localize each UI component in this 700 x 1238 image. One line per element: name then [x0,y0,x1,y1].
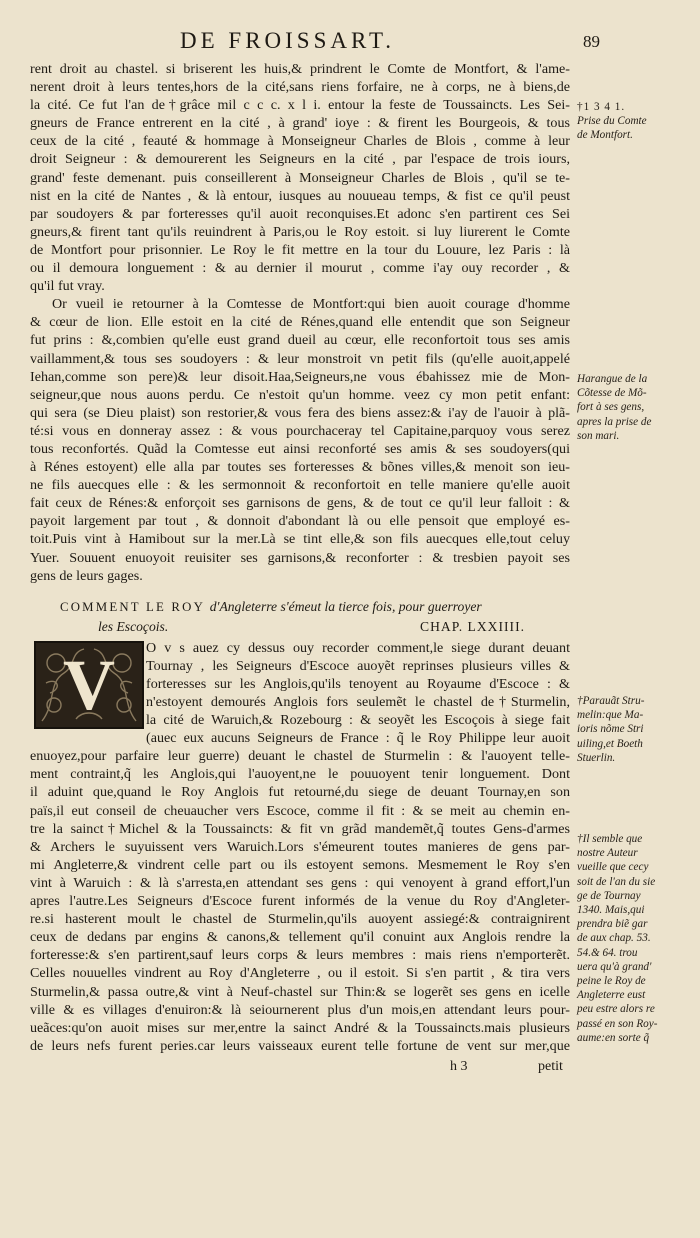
text-line: payoit largement par tout , & donnoit d'abondant là ou elle pensoit que employé es- [30,513,570,530]
text-line: fut prins : &,combien qu'elle eust grand dueil au cœur, elle reconfortoit tous ses amis [30,332,570,349]
text-line: (auec eux aucuns Seigneurs de France : q̃ le Roy Philippe leur auoit [146,730,570,747]
drop-cap-letter: V [63,644,115,725]
text-line: par soudoyers & par forteresses qu'il auoit reconquises.Et adonc s'en partirent ces Sei [30,205,570,222]
text-line: droit Seigneur : & demourerent les Seigneurs en la cité , par l'espace de trois iours, [30,151,570,168]
text-line: gneurs,& firent tant qu'ils reuindrent à Paris,ou le Roy estoit. si luy liurerent le Comte [30,223,570,240]
text-line: ueãces:qu'on auoit mises sur mer,entre la sainct André & la Toussaincts.mais plusieurs [30,1019,570,1036]
text-line: la cité. Ce fut l'an de†grâce mil c c c. x l i. entour la feste de Toussaincts. Les Sei- [30,97,570,114]
ornamental-drop-cap [34,641,144,729]
text-line: seigneur,que nous auons perdu. Ce n'estoit qu'un homme. veez cy mon petit enfant: [30,386,570,403]
chapter-number: CHAP. LXXIIII. [420,618,525,634]
text-line: & Archers le suyuissent vers Waruich.Lors s'émeurent toutes manieres de gens par- [30,838,570,855]
text-line: forteresses sur les Anglois,qu'ils tenoyent au Royaume d'Escoce : & [146,675,570,692]
text-line: O v s auez cy dessus ouy recorder comment,le siege durant deuant [146,639,570,656]
text-line: vaillamment,& tous ses soudoyers : & leur monstroit vn petit fils (qu'elle auoit,appelé [30,350,570,367]
text-line: ceux de dedans par engins & canons,& tellement qu'il conuint aux Anglois rendre la [30,929,570,946]
chapter-heading-line2: les Escoçois. [98,618,169,634]
text-line: il aduint que,quand le Roy Anglois fut retourné,du siege de deuant Tournay,en son [30,784,570,801]
text-line: té:si vous en donneray assez : & vous pourchaceray tel Capitaine,parquoy vous serez [30,422,570,439]
text-line: ceux de la cité , feauté & hommage à Monseigneur Charles de Blois , comme à leur [30,133,570,150]
text-line: qu'il fut vray. [30,278,105,295]
text-line: enuoyez,pour parfaire leur guerre) deuant le chastel de Sturmelin : & l'auoyent telle- [30,748,570,765]
margin-note-date: †1 3 4 1. Prise du Comte de Montfort. [577,101,647,142]
text-line: gens de leurs gages. [30,567,143,584]
margin-note-harangue: Harangue de la Cõtesse de Mõ- fort à ses gens, apres la prise de son mari. [577,373,652,442]
text-line: fait ceux de Rénes:& enforçoit ses garnisons de gens, & de tout ce qu'il leur falloit : & [30,495,570,512]
text-line: tre la sainct†Michel & la Toussaincts: & fit vn grãd mandemẽt,q̃ toutes Gens-d'armes [30,820,570,837]
text-line: qui sera (se Dieu plaist) son restorier,& vous fera des biens assez:& i'ay de l'auoir à plã- [30,404,570,421]
chapter-heading-caps: COMMENT LE ROY [60,599,206,614]
text-line: nerent droit à leurs tentes,hors de la cité,sans riens forfaire, ne à corps, ne à biens,de [30,79,570,96]
text-line: grand' feste demenant. puis conseillerent à Monseigneur Charles de Blois , qu'il se te- [30,169,570,186]
paragraph-2 [30,295,570,585]
chapter-body [30,639,570,1055]
page-number: 89 [583,32,600,51]
text-line: à Rénes estoyent) elle alla par toutes ses forteresses & bõnes villes,& menoit son ieu- [30,459,570,476]
margin-note-sturmelin: †Parauãt Stru- melin:que Ma- ioris nõme Stri uiling,et Boeth Stuerlin. [577,695,645,764]
text-line: & cœur de lion. Elle estoit en la cité de Rénes,quand elle entendit que son Seigneur [30,314,570,331]
text-line: la cité de Waruich,& Rozebourg : & seoyẽt les Escoçois à siege fait [146,712,570,729]
signature-mark: h 3 [450,1058,468,1074]
text-line: ville & es villages d'enuiron:& là seiournerent plus d'un mois,en attendant leurs pour- [30,1001,570,1018]
text-line: tous reconfortés. Quãd la Comtesse eut ainsi reconforté ses amis & ses soudoyers(qui [30,440,570,457]
paragraph-1 [30,60,570,295]
text-line: forteresse:& s'en partirent,sauf leurs corps & leurs membres : mais riens n'emporterẽt. [30,947,570,964]
catchword: petit [538,1058,563,1074]
text-line: Tournay , les Seigneurs d'Escoce auoyẽt reprinses plusieurs villes & [146,657,570,674]
text-line: toit.Puis vint à Hamibout sur la mer.Là se tint elle,& son fils auecques elle,tout celuy [30,531,570,548]
text-line: Yuer. Souuent enuoyoit reuisiter ses garnisons,& reconforter : & tresbien payoit ses [30,549,570,566]
text-line: Or vueil ie retourner à la Comtesse de Montfort:qui bien auoit courage d'homme [52,296,570,313]
text-line: ou il demoura longuement : & au dernier il mourut , comme i'ay ouy recorder , & [30,260,570,277]
text-line: rent droit au chastel. si briserent les huis,& prindrent le Comte de Montfort, & l'ame- [30,61,570,77]
running-title: DE FROISSART. [180,28,396,53]
text-line: ment contraint,q̃ les Anglois,qui l'auoyent,ne le pouuoyent tenir longuement. Dont [30,766,570,783]
text-line: de Montfort pour prisonnier. Le Roy le fit mettre en la tour du Louure, lez Paris : là [30,241,570,258]
text-line: re.si hasterent moult le chastel de Sturmelin,qu'ils auoyent assiegé:& contraignirent [30,911,570,928]
text-line: vint à Waruich : & là s'arresta,en attendant ses gens : qui venoyent à grand effort,l'un [30,874,570,891]
text-line: païs,il eut conseil de cheuaucher vers Escoce, comme il fit : & se meit au chemin en- [30,802,570,819]
text-line: ne fils auecques elle : & les sermonnoit & reconfortoit en telle maniere qu'elle auoit [30,477,570,494]
margin-note-chronology: †Il semble que nostre Auteur vueille que cecy soit de l'an du sie ge de Tournay 1340. Mais,qui prendra biẽ gar de aux chap. 53. 54.& 64. trou uera qu'à grand' peine le Roy de Angleterre eust peu estre alors re passé en son Roy- aume:en sorte q̃ [577,833,658,1044]
text-line: mi Angleterre,& vindrent celle part ou ils estoyent semons. Mesmement le Roy s'en [30,856,570,873]
text-line: Celles nouuelles vindrent au Roy d'Angleterre , ou il estoit. Si s'en partit , & tira vers [30,965,570,982]
page-footer [30,1057,570,1077]
text-line: Iehan,comme son pere)& leur disoit.Haa,Seigneurs,ne vous ébahissez mie de Mon- [30,368,570,385]
text-line: n'estoyent demourés Anglois fors seulemẽt le chastel de†Sturmelin, [146,694,570,710]
text-line: apres l'autre.Les Seigneurs d'Escoce furent informés de la venue du Roy d'Angleter- [30,893,570,910]
text-line: Sturmelin,& passa outre,& vint à Neuf-chastel sur Thin:& se logerẽt ses gens en icelle [30,983,570,1000]
text-line: gneurs de France entrerent en la cité , à grand' ioye : & firent les Bourgeois, & tous [30,115,570,132]
main-text-column [30,60,570,1077]
chapter-heading [30,597,570,639]
text-line: de leurs nefs furent peries.car leurs vaisseaux eurent telle fortune de vent sur mer,que [30,1037,570,1054]
chapter-heading-italic: d'Angleterre s'émeut la tierce fois, pour guerroyer [209,598,482,614]
text-line: nist en la cité de Nantes , & là entour, iusques au nouueau temps, & fist ce qu'il peust [30,187,570,204]
